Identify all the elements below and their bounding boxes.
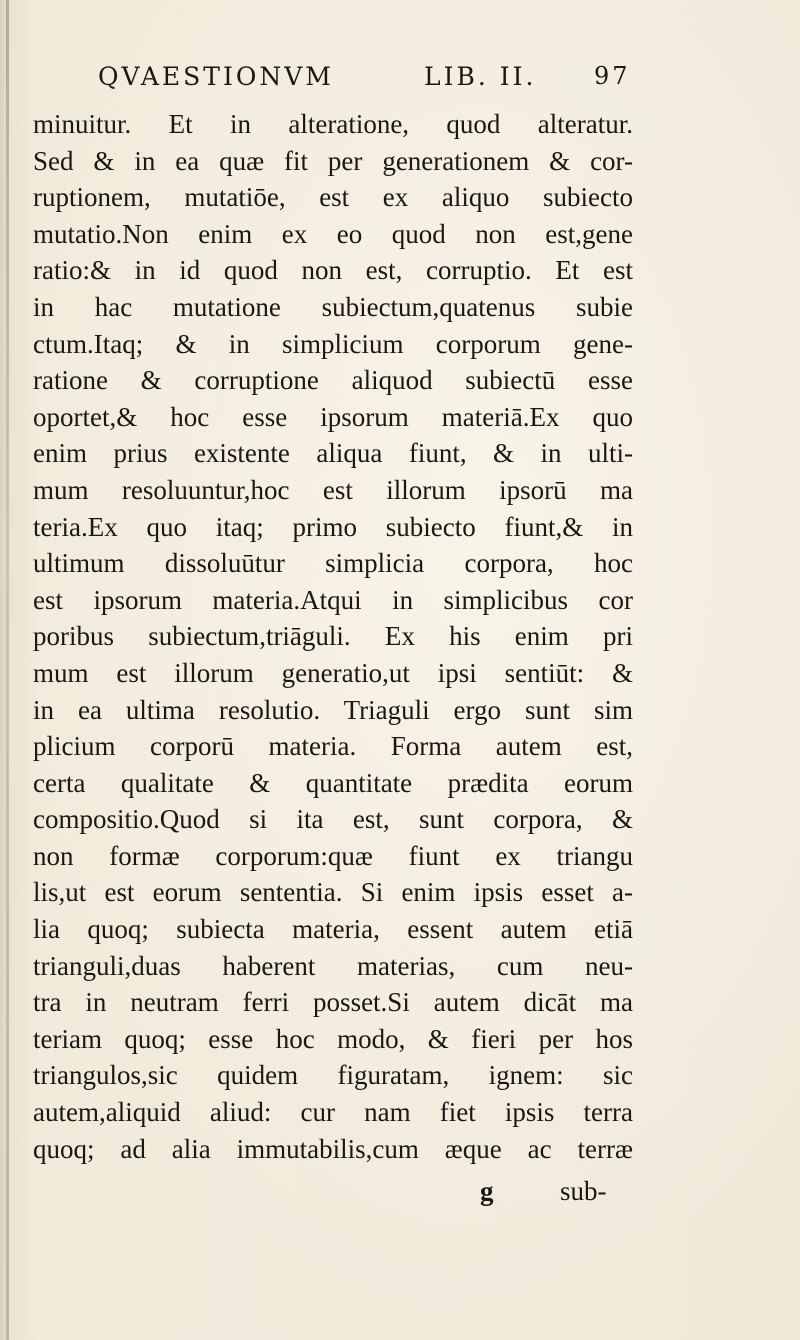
text-line: autem,aliquid aliud: cur nam fiet ipsis terra — [33, 1097, 633, 1128]
text-line: lia quoq; subiecta materia, essent autem etiā — [33, 914, 633, 945]
body-text — [33, 106, 633, 1167]
text-line: teriam quoq; esse hoc modo, & fieri per hos — [33, 1023, 633, 1054]
text-line: non formæ corporum:quæ fiunt ex triangu — [33, 840, 633, 871]
text-line: ultimum dissoluūtur simplicia corpora, hoc — [33, 548, 633, 579]
text-line: ctum.Itaq; & in simplicium corporum gene- — [33, 328, 633, 359]
text-line: certa qualitate & quantitate prædita eorum — [33, 767, 633, 798]
gutter-edge — [6, 0, 9, 1340]
text-line: mum est illorum generatio,ut ipsi sentiūt: & — [33, 657, 633, 688]
text-line: mutatio.Non enim ex eo quod non est,gene — [33, 218, 633, 249]
catchword: sub- — [560, 1176, 607, 1206]
signature-mark: g — [480, 1176, 494, 1206]
text-line: compositio.Quod si ita est, sunt corpora, & — [33, 804, 633, 835]
text-line: quoq; ad alia immutabilis,cum æque ac terræ — [33, 1133, 633, 1164]
text-line: minuitur. Et in alteratione, quod alteratur. — [33, 109, 633, 139]
book-number: LIB. II. — [424, 62, 537, 91]
running-header — [98, 62, 638, 102]
text-line: in ea ultima resolutio. Triaguli ergo sunt sim — [33, 694, 633, 725]
text-line: trianguli,duas haberent materias, cum neu- — [33, 950, 633, 981]
text-line: teria.Ex quo itaq; primo subiecto fiunt,& in — [33, 511, 633, 542]
text-line: ruptionem, mutatiōe, est ex aliquo subiecto — [33, 182, 633, 213]
text-line: tra in neutram ferri posset.Si autem dicāt ma — [33, 987, 633, 1018]
text-line: enim prius existente aliqua fiunt, & in ulti- — [33, 438, 633, 469]
text-line: poribus subiectum,triāguli. Ex his enim pri — [33, 621, 633, 652]
text-line: triangulos,sic quidem figuratam, ignem: sic — [33, 1060, 633, 1091]
text-line: ratio:& in id quod non est, corruptio. Et est — [33, 255, 633, 286]
text-line: lis,ut est eorum sententia. Si enim ipsis esset a- — [33, 877, 633, 908]
text-line: est ipsorum materia.Atqui in simplicibus cor — [33, 584, 633, 615]
page-number: 97 — [594, 62, 631, 90]
running-title: QVAESTIONVM — [98, 62, 334, 91]
text-line: ratione & corruptione aliquod subiectū esse — [33, 365, 633, 396]
text-line: plicium corporū materia. Forma autem est, — [33, 731, 633, 762]
text-line: Sed & in ea quæ fit per generationem & cor- — [33, 145, 633, 176]
text-line: mum resoluuntur,hoc est illorum ipsorū ma — [33, 474, 633, 505]
page-footer — [0, 1176, 800, 1216]
text-line: in hac mutatione subiectum,quatenus subie — [33, 291, 633, 322]
text-line: oportet,& hoc esse ipsorum materiā.Ex quo — [33, 401, 633, 432]
